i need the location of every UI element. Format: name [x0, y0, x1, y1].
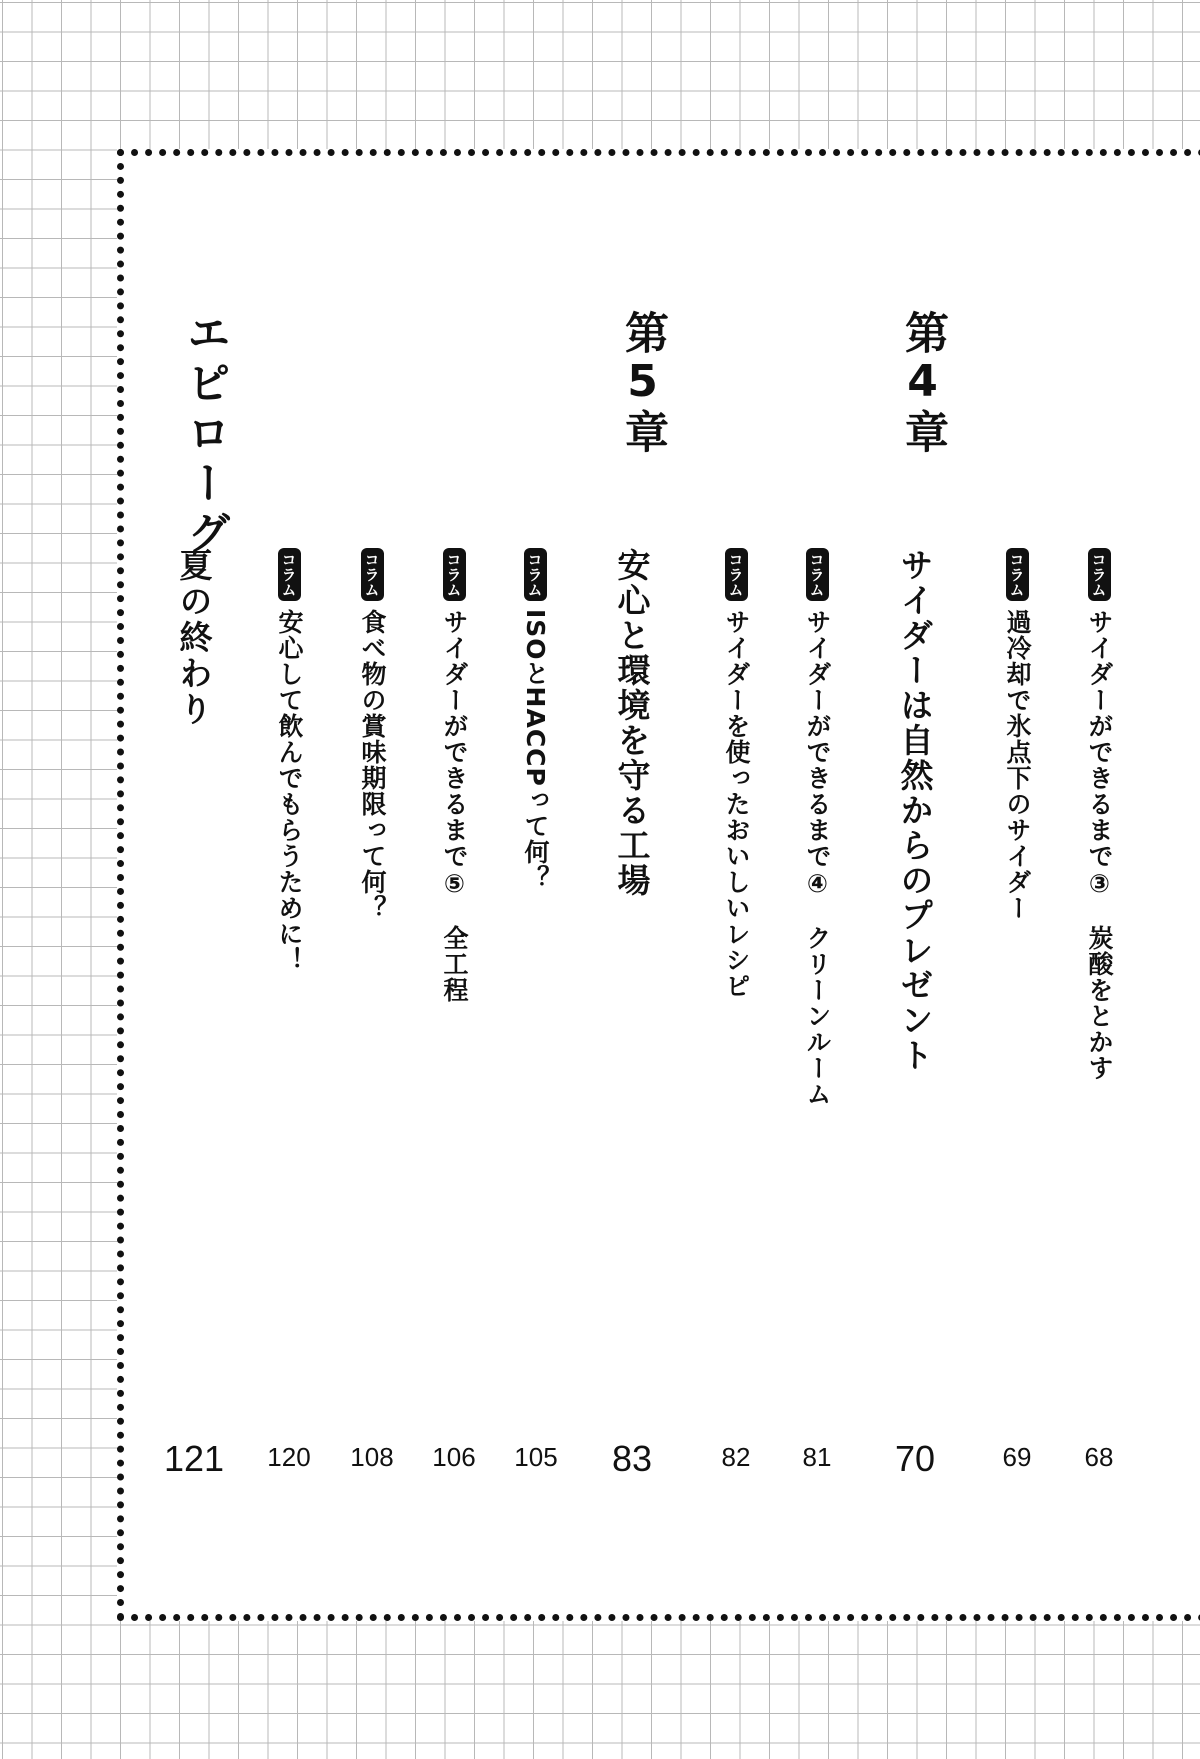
toc-entry[interactable]: [272, 548, 306, 1300]
page-number: 68: [1084, 1442, 1114, 1472]
entry-title: 食べ物の賞味期限って何？: [358, 609, 387, 921]
entry-title: サイダーができるまで⑤ 全工程: [440, 609, 469, 1003]
page-number: 83: [611, 1438, 653, 1479]
chapter-5-heading: 第5章: [617, 310, 668, 455]
toc-entry[interactable]: [172, 548, 216, 1300]
toc-entry[interactable]: [610, 548, 654, 1300]
page-number: 81: [802, 1442, 832, 1472]
entry-title: サイダーを使ったおいしいレシピ: [722, 609, 751, 999]
toc-entry[interactable]: [1082, 548, 1116, 1300]
page-number: 69: [1002, 1442, 1032, 1472]
entry-title: サイダーができるまで③ 炭酸をとかす: [1085, 609, 1114, 1081]
toc-entry[interactable]: [518, 548, 552, 1300]
page-number: 70: [894, 1438, 936, 1479]
toc-entry[interactable]: [800, 548, 834, 1300]
entry-title: 夏の終わり: [174, 548, 214, 728]
toc-entry[interactable]: [1000, 548, 1034, 1300]
column-tag: コラム: [524, 548, 547, 601]
entry-title: サイダーは自然からのプレゼント: [895, 548, 935, 1073]
column-tag: コラム: [806, 548, 829, 601]
chapter-4-heading: 第4章: [897, 310, 948, 455]
entry-title: 過冷却で氷点下のサイダー: [1003, 609, 1032, 921]
page-number: 120: [267, 1442, 311, 1472]
entry-title: サイダーができるまで④ クリーンルーム: [803, 609, 832, 1107]
toc-entry[interactable]: [719, 548, 753, 1300]
column-tag: コラム: [1006, 548, 1029, 601]
page-number: 106: [432, 1442, 476, 1472]
page-number: 82: [721, 1442, 751, 1472]
column-tag: コラム: [1088, 548, 1111, 601]
page-number: 121: [163, 1438, 225, 1479]
entry-title: 安心して飲んでもらうために！: [275, 609, 304, 973]
epilogue-heading: エピローグ: [179, 310, 230, 560]
toc-entry[interactable]: [355, 548, 389, 1300]
toc-entry[interactable]: [893, 548, 937, 1300]
toc-entry[interactable]: [437, 548, 471, 1300]
page-number: 105: [514, 1442, 558, 1472]
column-tag: コラム: [278, 548, 301, 601]
entry-title: ISOとHACCPって何？: [521, 609, 550, 891]
column-tag: コラム: [361, 548, 384, 601]
page-number: 108: [350, 1442, 394, 1472]
column-tag: コラム: [443, 548, 466, 601]
column-tag: コラム: [725, 548, 748, 601]
entry-title: 安心と環境を守る工場: [612, 548, 652, 898]
